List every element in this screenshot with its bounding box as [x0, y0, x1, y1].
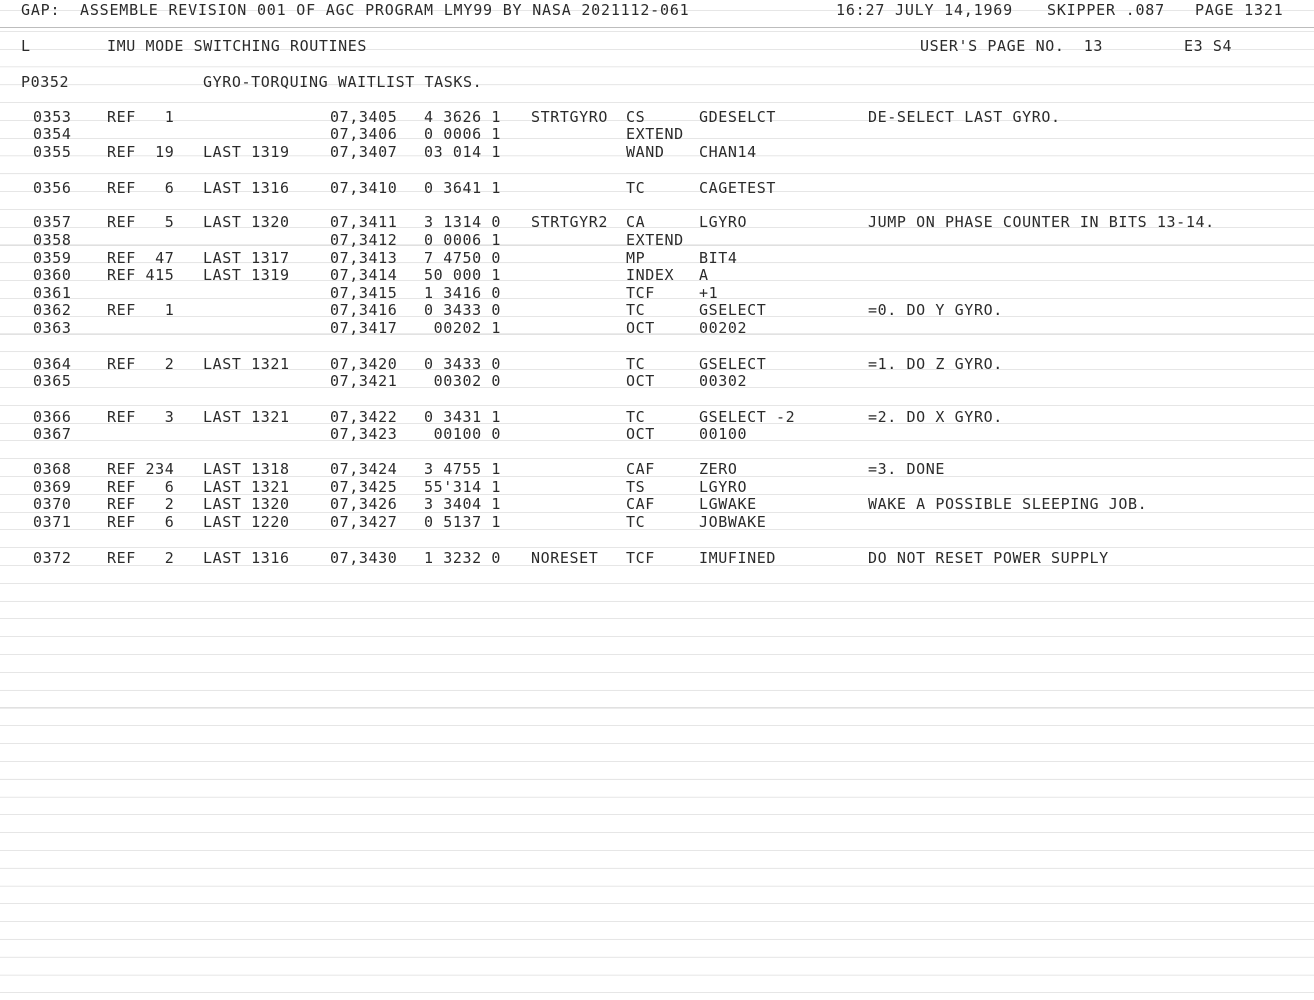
octal-word: 0 0006 1	[424, 231, 502, 249]
line-number: 0364	[33, 355, 72, 373]
opcode: OCT	[626, 425, 655, 443]
address: 07,3405	[330, 108, 398, 126]
ref-count: REF 2	[107, 549, 175, 567]
address: 07,3407	[330, 143, 398, 161]
ref-count: REF 2	[107, 495, 175, 513]
line-number: 0354	[33, 125, 72, 143]
address: 07,3414	[330, 266, 398, 284]
ref-count: REF 6	[107, 513, 175, 531]
opcode: TC	[626, 301, 646, 319]
line-number: 0359	[33, 249, 72, 267]
line-number: 0355	[33, 143, 72, 161]
operand: 00202	[699, 319, 748, 337]
ref-count: REF 1	[107, 301, 175, 319]
ref-count: REF 3	[107, 408, 175, 426]
comment: DE-SELECT LAST GYRO.	[868, 108, 1061, 126]
octal-word: 0 5137 1	[424, 513, 502, 531]
line-number: 0366	[33, 408, 72, 426]
opcode: CS	[626, 108, 646, 126]
octal-word: 0 0006 1	[424, 125, 502, 143]
line-number: 0369	[33, 478, 72, 496]
address: 07,3423	[330, 425, 398, 443]
operand: GSELECT -2	[699, 408, 796, 426]
line-number: 0356	[33, 179, 72, 197]
ref-count: REF 6	[107, 478, 175, 496]
address: 07,3406	[330, 125, 398, 143]
last-ref: LAST 1321	[203, 408, 290, 426]
opcode: TC	[626, 179, 646, 197]
opcode: INDEX	[626, 266, 675, 284]
operand: JOBWAKE	[699, 513, 767, 531]
label: STRTGYR2	[531, 213, 609, 231]
address: 07,3420	[330, 355, 398, 373]
listing-title: GAP: ASSEMBLE REVISION 001 OF AGC PROGRAM LMY99 BY NASA 2021112-061	[21, 1, 690, 19]
address: 07,3424	[330, 460, 398, 478]
comment: WAKE A POSSIBLE SLEEPING JOB.	[868, 495, 1148, 513]
operand: IMUFINED	[699, 549, 777, 567]
operand: GSELECT	[699, 301, 767, 319]
comment: =2. DO X GYRO.	[868, 408, 1003, 426]
opcode: TC	[626, 408, 646, 426]
octal-word: 3 3404 1	[424, 495, 502, 513]
operand: A	[699, 266, 709, 284]
address: 07,3413	[330, 249, 398, 267]
line-number: 0361	[33, 284, 72, 302]
octal-word: 4 3626 1	[424, 108, 502, 126]
last-ref: LAST 1316	[203, 549, 290, 567]
operand: LGYRO	[699, 213, 748, 231]
octal-word: 0 3433 0	[424, 355, 502, 373]
address: 07,3416	[330, 301, 398, 319]
octal-word: 50 000 1	[424, 266, 502, 284]
address: 07,3425	[330, 478, 398, 496]
line-number: 0353	[33, 108, 72, 126]
ref-count: REF 234	[107, 460, 175, 478]
octal-word: 3 1314 0	[424, 213, 502, 231]
operand: CHAN14	[699, 143, 757, 161]
log-letter: L	[21, 37, 31, 55]
label: NORESET	[531, 549, 599, 567]
opcode: TC	[626, 513, 646, 531]
ref-count: REF 5	[107, 213, 175, 231]
line-number: 0357	[33, 213, 72, 231]
operand: 00302	[699, 372, 748, 390]
opcode: EXTEND	[626, 125, 684, 143]
section-title: IMU MODE SWITCHING ROUTINES	[107, 37, 368, 55]
opcode: MP	[626, 249, 646, 267]
octal-word: 0 3431 1	[424, 408, 502, 426]
section-line-number: P0352	[21, 73, 70, 91]
operand: LGYRO	[699, 478, 748, 496]
skipper-label: SKIPPER .087	[1047, 1, 1165, 19]
address: 07,3410	[330, 179, 398, 197]
ref-count: REF 47	[107, 249, 175, 267]
comment: DO NOT RESET POWER SUPPLY	[868, 549, 1109, 567]
line-number: 0360	[33, 266, 72, 284]
operand: LGWAKE	[699, 495, 757, 513]
ref-count: REF 2	[107, 355, 175, 373]
opcode: TS	[626, 478, 646, 496]
line-number: 0367	[33, 425, 72, 443]
address: 07,3427	[330, 513, 398, 531]
opcode: EXTEND	[626, 231, 684, 249]
line-number: 0365	[33, 372, 72, 390]
label: STRTGYRO	[531, 108, 609, 126]
line-number: 0370	[33, 495, 72, 513]
octal-word: 0 3641 1	[424, 179, 502, 197]
ref-count: REF 1	[107, 108, 175, 126]
last-ref: LAST 1220	[203, 513, 290, 531]
operand: CAGETEST	[699, 179, 777, 197]
last-ref: LAST 1319	[203, 266, 290, 284]
line-number: 0363	[33, 319, 72, 337]
octal-word: 03 014 1	[424, 143, 502, 161]
octal-word: 1 3416 0	[424, 284, 502, 302]
last-ref: LAST 1320	[203, 213, 290, 231]
address: 07,3417	[330, 319, 398, 337]
last-ref: LAST 1320	[203, 495, 290, 513]
octal-word: 55'314 1	[424, 478, 502, 496]
opcode: TCF	[626, 284, 655, 302]
last-ref: LAST 1321	[203, 355, 290, 373]
operand: +1	[699, 284, 719, 302]
address: 07,3426	[330, 495, 398, 513]
last-ref: LAST 1321	[203, 478, 290, 496]
opcode: TCF	[626, 549, 655, 567]
section-heading: GYRO-TORQUING WAITLIST TASKS.	[203, 73, 483, 91]
ref-count: REF 415	[107, 266, 175, 284]
last-ref: LAST 1318	[203, 460, 290, 478]
address: 07,3411	[330, 213, 398, 231]
opcode: WAND	[626, 143, 665, 161]
page-number: PAGE 1321	[1195, 1, 1284, 19]
header-rule	[0, 27, 1314, 28]
address: 07,3412	[330, 231, 398, 249]
opcode: CAF	[626, 460, 655, 478]
address: 07,3422	[330, 408, 398, 426]
comment: =0. DO Y GYRO.	[868, 301, 1003, 319]
operand: GDESELCT	[699, 108, 777, 126]
last-ref: LAST 1317	[203, 249, 290, 267]
octal-word: 00302 0	[424, 372, 502, 390]
octal-word: 00100 0	[424, 425, 502, 443]
line-number: 0372	[33, 549, 72, 567]
opcode: OCT	[626, 372, 655, 390]
last-ref: LAST 1319	[203, 143, 290, 161]
operand: BIT4	[699, 249, 738, 267]
comment: =3. DONE	[868, 460, 946, 478]
opcode: CAF	[626, 495, 655, 513]
address: 07,3421	[330, 372, 398, 390]
octal-word: 3 4755 1	[424, 460, 502, 478]
line-number: 0368	[33, 460, 72, 478]
line-number: 0371	[33, 513, 72, 531]
comment: =1. DO Z GYRO.	[868, 355, 1003, 373]
users-page-number: USER'S PAGE NO. 13	[920, 37, 1103, 55]
octal-word: 1 3232 0	[424, 549, 502, 567]
ref-count: REF 6	[107, 179, 175, 197]
operand: 00100	[699, 425, 748, 443]
octal-word: 7 4750 0	[424, 249, 502, 267]
operand: ZERO	[699, 460, 738, 478]
comment: JUMP ON PHASE COUNTER IN BITS 13-14.	[868, 213, 1215, 231]
last-ref: LAST 1316	[203, 179, 290, 197]
line-number: 0358	[33, 231, 72, 249]
ref-count: REF 19	[107, 143, 175, 161]
octal-word: 0 3433 0	[424, 301, 502, 319]
listing-timestamp: 16:27 JULY 14,1969	[836, 1, 1013, 19]
operand: GSELECT	[699, 355, 767, 373]
opcode: TC	[626, 355, 646, 373]
opcode: OCT	[626, 319, 655, 337]
page-code: E3 S4	[1184, 37, 1233, 55]
octal-word: 00202 1	[424, 319, 502, 337]
opcode: CA	[626, 213, 646, 231]
address: 07,3430	[330, 549, 398, 567]
line-number: 0362	[33, 301, 72, 319]
address: 07,3415	[330, 284, 398, 302]
